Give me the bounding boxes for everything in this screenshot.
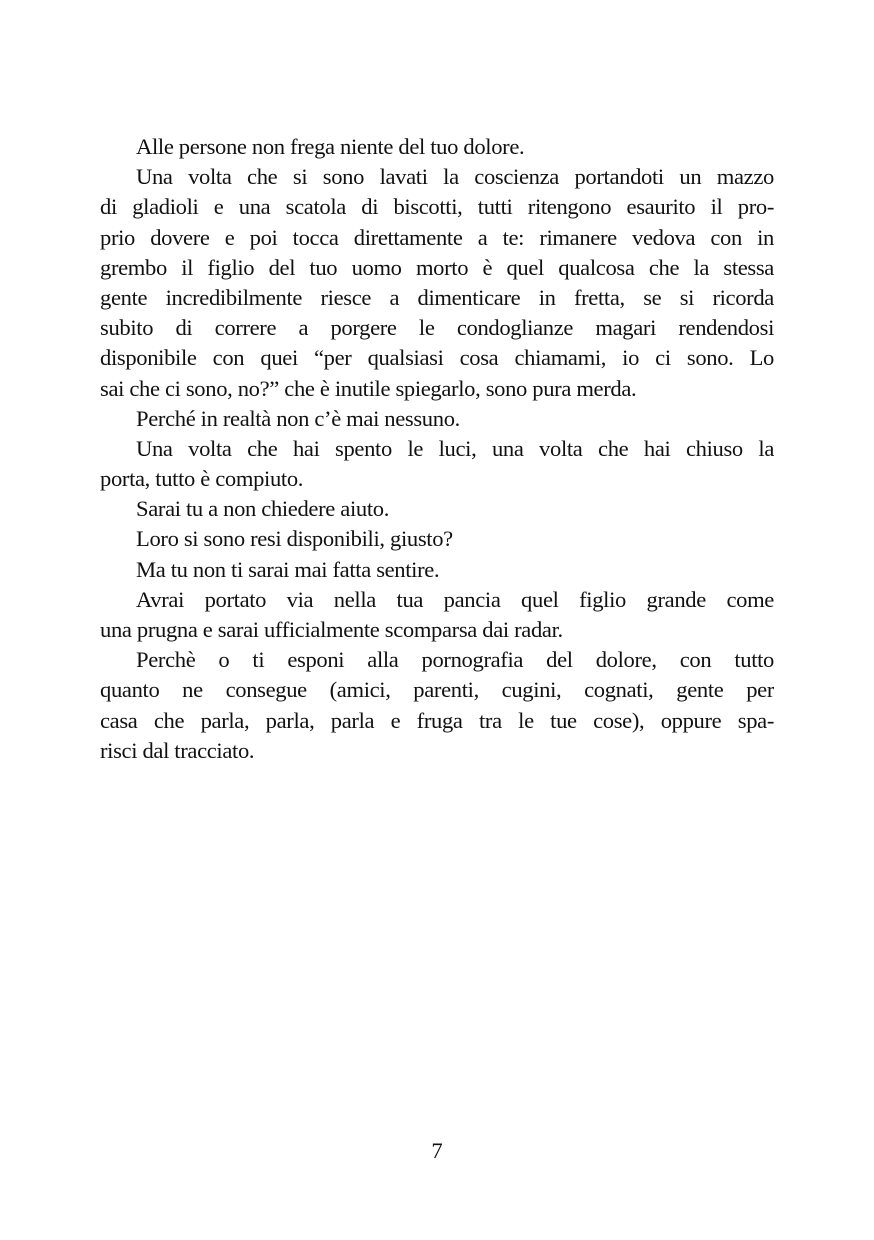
- text-line: Una volta che si sono lavati la coscienza portandoti un mazzo: [136, 164, 774, 190]
- text-line: Perchè o ti esponi alla pornografia del dolore, con tutto: [136, 647, 774, 673]
- text-line: Loro si sono resi disponibili, giusto?: [136, 526, 453, 552]
- text-line: casa che parla, parla, parla e fruga tra le tue cose), oppure spa-: [100, 707, 774, 733]
- text-line: sai che ci sono, no?” che è inutile spiegarlo, sono pura merda.: [100, 375, 637, 401]
- text-line: quanto ne consegue (amici, parenti, cugini, cognati, gente per: [100, 677, 774, 703]
- page-number: 7: [431, 1138, 443, 1163]
- text-line: Sarai tu a non chiedere aiuto.: [136, 496, 389, 522]
- text-line: gente incredibilmente riesce a dimenticare in fretta, se si ricorda: [100, 284, 774, 310]
- text-line: risci dal tracciato.: [100, 737, 255, 763]
- text-line: una prugna e sarai ufficialmente scomparsa dai radar.: [100, 617, 563, 642]
- text-line: porta, tutto è compiuto.: [100, 466, 304, 492]
- text-line: subito di correre a porgere le condoglianze magari rendendosi: [100, 315, 774, 341]
- text-line: Avrai portato via nella tua pancia quel figlio grande come: [136, 586, 774, 612]
- text-line: Perché in realtà non c’è mai nessuno.: [136, 405, 460, 431]
- text-line: prio dovere e poi tocca direttamente a te: rimanere vedova con in: [100, 224, 774, 250]
- text-line: di gladioli e una scatola di biscotti, tutti ritengono esaurito il pro-: [100, 194, 774, 220]
- text-line: Alle persone non frega niente del tuo dolore.: [136, 134, 525, 159]
- text-line: grembo il figlio del tuo uomo morto è quel qualcosa che la stessa: [100, 254, 774, 280]
- text-line: disponibile con quei “per qualsiasi cosa chiamami, io ci sono. Lo: [100, 345, 774, 371]
- text-line: Ma tu non ti sarai mai fatta sentire.: [136, 556, 440, 582]
- text-line: Una volta che hai spento le luci, una volta che hai chiuso la: [136, 435, 774, 461]
- body-text: [100, 132, 774, 766]
